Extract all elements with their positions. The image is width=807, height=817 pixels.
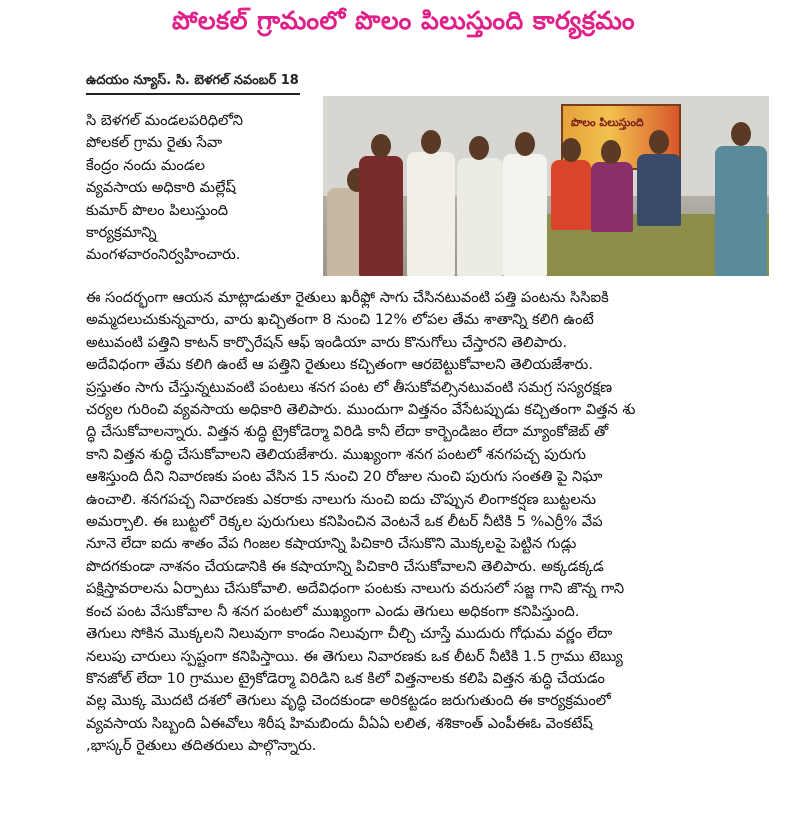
photo-person [457, 158, 503, 276]
body-line: పక్షిస్తావరాలను ఏర్పాటు చేసుకోవాలి. అదేవిధంగా పంటకు నాలుగు వరుసలో సజ్జ గాని జొన్న గాని [86, 580, 625, 598]
headline: పోలకల్ గ్రామంలో పొలం పిలుస్తుంది కార్యక్రమం [171, 6, 636, 35]
dateline-underline [86, 93, 300, 95]
body-line: ప్రస్తుతం సాగు చేస్తున్నటువంటి పంటలు శనగ పంట లో తీసుకోవల్సినటువంటి సమగ్ర సస్యరక్షణ [86, 378, 613, 396]
photo-person [591, 162, 633, 232]
body-line: ఉంచాలి. శనగపచ్చ నివారణకు ఎకరాకు నాలుగు నుంచి ఐదు చొప్పున లింగాకర్షణ బుట్టలను [86, 490, 597, 508]
intro-line: కుమార్ పొలం పిలుస్తుంది [86, 201, 229, 219]
photo-person-head [649, 130, 669, 154]
intro-line: మంగళవారంనిర్వహించారు. [86, 246, 241, 264]
intro-line: వ్యవసాయ అధికారి మల్లేష్ [86, 179, 236, 197]
body-line: ఈ సందర్భంగా ఆయన మాట్లాడుతూ రైతులు ఖరీఫ్లో సాగు చేసినటువంటి పత్తి పంటను సిసిఐకి [86, 289, 609, 306]
body-line: అదేవిధంగా తేమ కలిగి ఉంటే ఆ పత్తిని రైతులు కచ్చితంగా ఆరబెట్టుకోవాలని తెలియజేశారు. [86, 356, 593, 374]
intro-line: కార్యక్రమాన్ని [86, 224, 157, 242]
body-line: అమ్మదలుచుకున్నవారు, వారు ఖచ్చితంగా 8 నుంచి 12% లోపల తేమ శాతాన్ని కలిగి ఉంటే [86, 311, 594, 329]
body-line: కాని విత్తన శుద్ధి చేసుకోవాలని తెలియజేశారు. ముఖ్యంగా శనగ పంటలో శనగపచ్చ పురుగు [86, 445, 586, 463]
photo-person [715, 146, 767, 276]
body-line: పొదగకుండా నాశనం చేయడానికి ఈ కషాయాన్ని పిచికారి చేసుకోవాలని తెలిపారు. అక్కడక్కడ [86, 557, 604, 575]
body-line: కంచ పంట వేసుకోవాల నీ శనగ పంటలో ముఖ్యంగా ఎండు తెగులు అధికంగా కనిపిస్తుంది. [86, 602, 580, 620]
body-line: ఆశిస్తుంది దీని నివారణకు పంట వేసిన 15 నుంచి 20 రోజుల నుంచి పురుగు సంతతి పై నిఘా [86, 468, 603, 486]
body-line: ద్ధి చేసుకోవాలన్నారు. విత్తన శుద్ధి ట్రైకోడెర్మా విరిడి కానీ లేదా కార్బెండిజం లేదా మ్యాంకోజెబ్ తో [86, 423, 609, 441]
body-line: నలుపు చారులు స్పష్టంగా కనిపిస్తాయి. ఈ తెగులు నివారణకు ఒక లీటర్ నీటికి 1.5 గ్రాము టెబ్యు [86, 647, 623, 665]
news-photo [323, 96, 769, 276]
body-line: వ్యవసాయ సిబ్బంది ఏఈవోలు శిరీష హిమబిందు వీఏఏ లలిత, శశికాంత్ ఎంపీఈఓ వెంకటేష్ [86, 714, 593, 732]
body-line: వల్ల మొక్క మొదటి దశలో తెగులు వృద్ధి చెందకుండా అరికట్టడం జరుగుతుంది ఈ కార్యక్రమంలో [86, 692, 611, 710]
intro-column [86, 110, 322, 267]
body-line: అటువంటి పత్తిని కాటన్ కార్పొరేషన్ ఆఫ్ ఇండియా వారు కొనుగోలు చేస్తారని తెలిపారు. [86, 333, 567, 351]
body-line: ,భాస్కర్ రైతులు తదితరులు పాల్గొన్నారు. [86, 737, 317, 755]
body-line: చర్యల గురించి వ్యవసాయ అధికారి తెలిపారు. ముందుగా విత్తనం వేసేటప్పుడు కచ్చితంగా విత్తన శు [86, 401, 636, 419]
photo-person-head [469, 136, 489, 160]
body-line: నూనె లేదా ఐదు శాతం వేప గింజల కషాయాన్ని పిచికారి చేసుకొని మొక్కలపై పెట్టిన గుడ్లు [86, 535, 577, 553]
dateline: ఉదయం న్యూస్. సి. బెళగల్ నవంబర్ 18 [86, 73, 299, 88]
intro-line: సి బెళగల్ మండలపరిధిలోని [86, 112, 243, 129]
photo-person-head [561, 138, 581, 162]
body-line: తెగులు సోకిన మొక్కలని నిలువుగా కాండం నిలువుగా చీల్చి చూస్తే ముదురు గోధుమ వర్ణం లేదా [86, 625, 613, 643]
photo-person [503, 154, 547, 276]
photo-person-head [601, 140, 621, 164]
photo-person [637, 154, 681, 226]
intro-line: కేంద్రం నందు మండల [86, 156, 205, 174]
body-line: అమర్చాలి. ఈ బుట్టలో రెక్కల పురుగులు కనిపించిన వెంటనే ఒక లీటర్ నీటికి 5 %ఎర్రీ% వేప [86, 513, 603, 531]
photo-person-head [731, 122, 751, 146]
intro-line: పోలకల్ గ్రామ రైతు సేవా [86, 134, 223, 152]
photo-banner-text: పొలం పిలుస్తుంది [571, 116, 644, 129]
photo-person-head [515, 132, 535, 156]
photo-person-head [421, 130, 441, 154]
photo-person [359, 156, 403, 276]
photo-person-head [371, 134, 391, 158]
article-body [86, 287, 776, 758]
photo-person [407, 152, 455, 276]
body-line: కొనజోల్ లేదా 10 గ్రాముల ట్రైకోడెర్మా విరిడిని ఒక కిలో విత్తనాలకు కలిపి విత్తన శుద్ధి చేయడం [86, 669, 605, 687]
photo-person [551, 160, 591, 230]
